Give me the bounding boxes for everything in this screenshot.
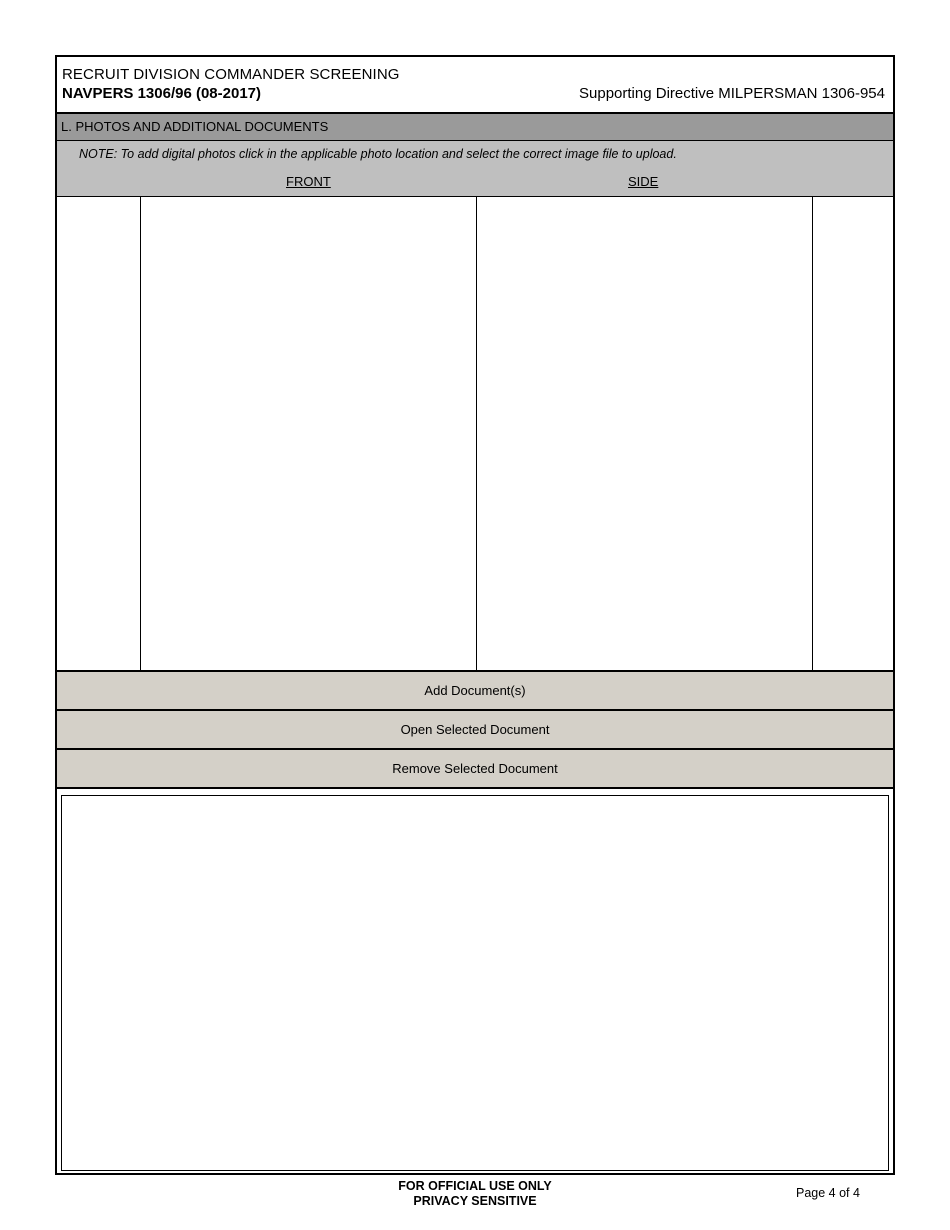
- form-title: RECRUIT DIVISION COMMANDER SCREENING: [62, 66, 400, 83]
- form-frame: [55, 55, 895, 1175]
- side-photo-slot[interactable]: [477, 197, 812, 670]
- side-label: SIDE: [628, 174, 659, 189]
- front-photo-slot[interactable]: [141, 197, 476, 670]
- fouo-label: FOR OFFICIAL USE ONLY: [398, 1179, 552, 1193]
- privacy-label: PRIVACY SENSITIVE: [413, 1194, 537, 1208]
- photo-instructions: [57, 141, 893, 197]
- photo-divider: [812, 197, 813, 670]
- section-title: L. PHOTOS AND ADDITIONAL DOCUMENTS: [61, 119, 329, 134]
- add-documents-button[interactable]: Add Document(s): [57, 672, 893, 711]
- remove-selected-document-button[interactable]: Remove Selected Document: [57, 750, 893, 789]
- photo-note: NOTE: To add digital photos click in the applicable photo location and select the correct image file to upload.: [79, 147, 677, 161]
- photo-divider: [476, 197, 477, 670]
- front-label: FRONT: [286, 174, 331, 189]
- supporting-directive: Supporting Directive MILPERSMAN 1306-954: [579, 85, 885, 102]
- document-list[interactable]: [61, 795, 889, 1171]
- form-number: NAVPERS 1306/96 (08-2017): [62, 85, 261, 102]
- section-header: [57, 114, 893, 141]
- photo-area: [57, 197, 893, 672]
- open-selected-document-button[interactable]: Open Selected Document: [57, 711, 893, 750]
- form-header: [57, 57, 893, 114]
- photo-divider: [140, 197, 141, 670]
- page-number: Page 4 of 4: [796, 1186, 860, 1200]
